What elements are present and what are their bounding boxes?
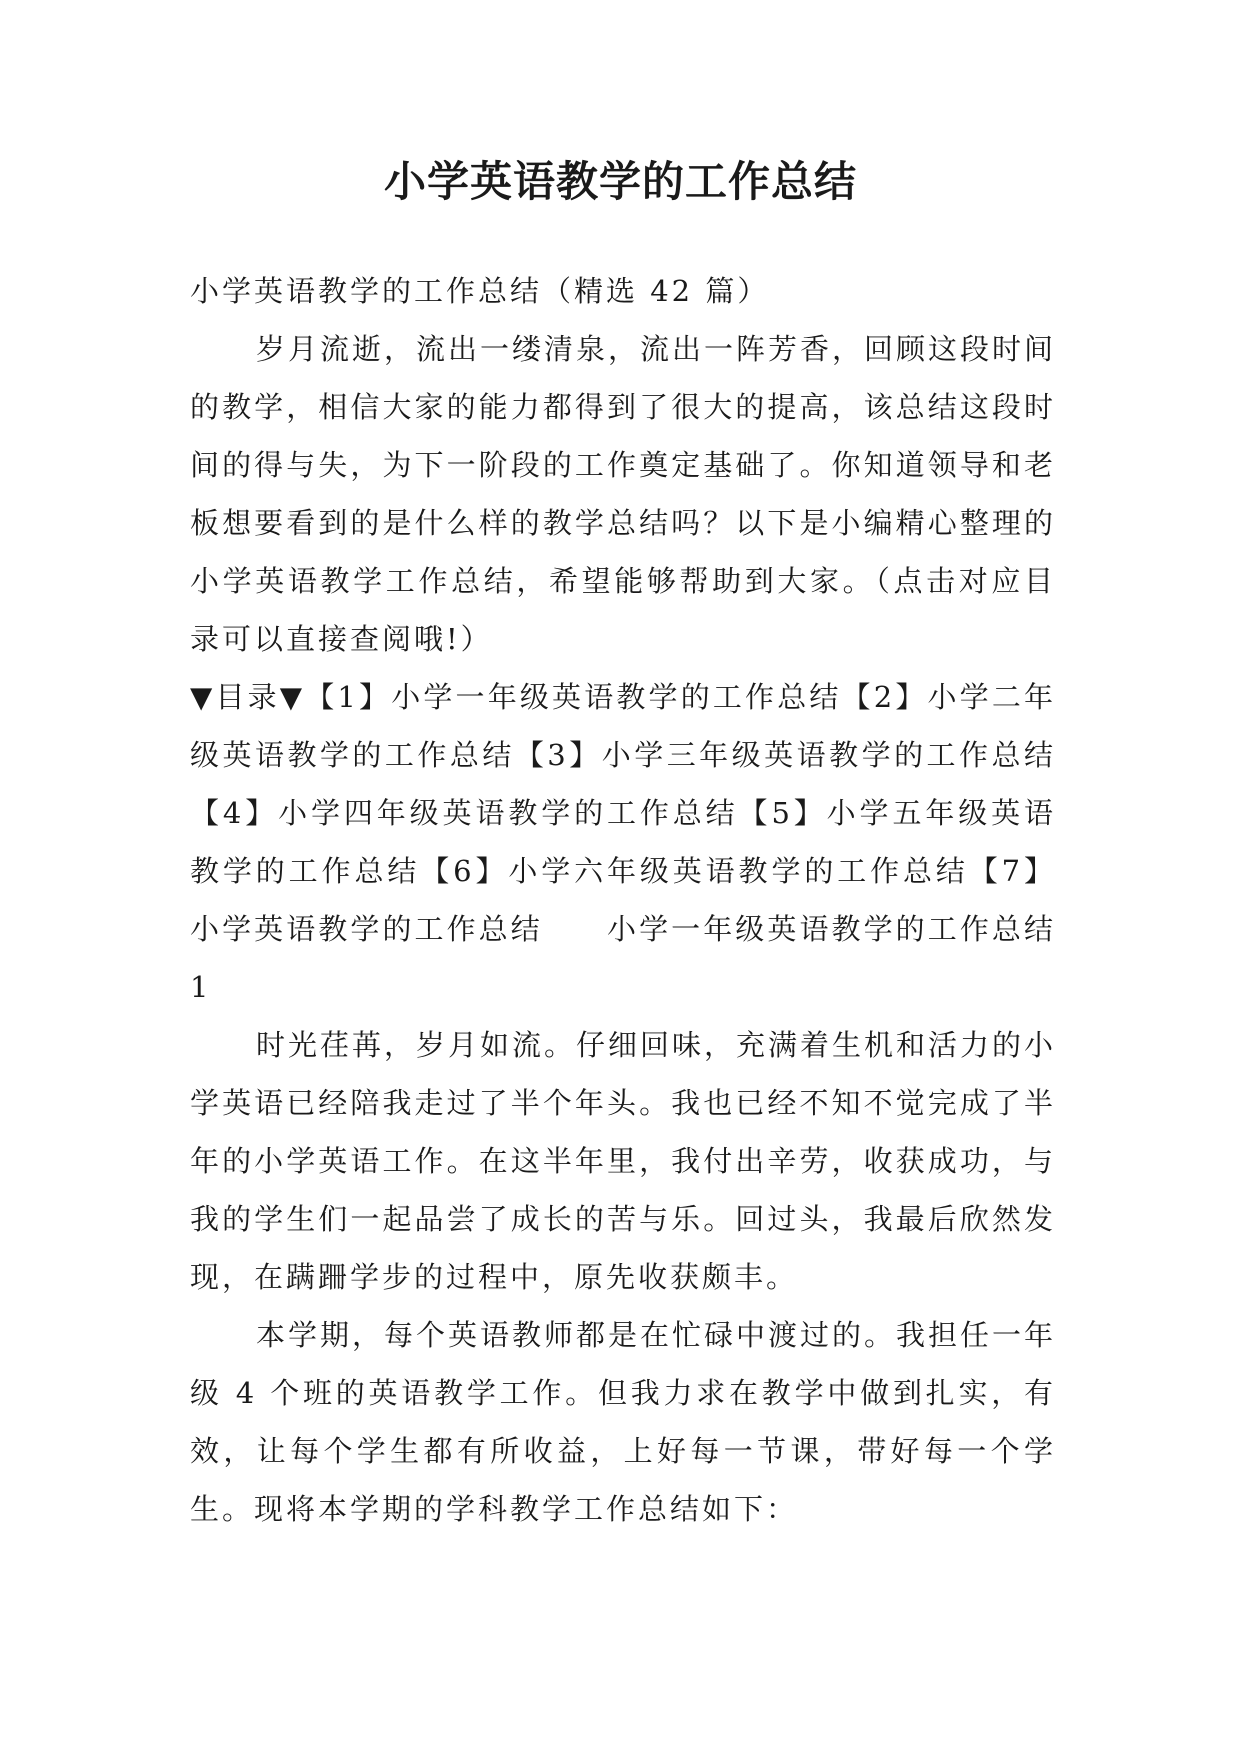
intro-paragraph: 岁月流逝，流出一缕清泉，流出一阵芳香，回顾这段时间的教学，相信大家的能力都得到了很大的提高，该总结这段时间的得与失，为下一阶段的工作奠定基础了。你知道领导和老板想要看到的是什么样的教学总结吗？以下是小编精心整理的小学英语教学工作总结，希望能够帮助到大家。（点击对应目录可以直接查阅哦!） — [190, 332, 1057, 656]
subtitle-line: 小学英语教学的工作总结（精选 42 篇） — [190, 274, 770, 308]
document-body — [190, 262, 1056, 1538]
body-paragraph-1: 时光荏苒，岁月如流。仔细回味，充满着生机和活力的小学英语已经陪我走过了半个年头。我也已经不知不觉完成了半年的小学英语工作。在这半年里，我付出辛劳，收获成功，与我的学生们一起品尝了成长的苦与乐。回过头，我最后欣然发现，在蹒跚学步的过程中，原先收获颇丰。 — [190, 1028, 1057, 1294]
table-of-contents: ▼目录▼【1】小学一年级英语教学的工作总结【2】小学二年级英语教学的工作总结【3】小学三年级英语教学的工作总结【4】小学四年级英语教学的工作总结【5】小学五年级英语教学的工作总结【6】小学六年级英语教学的工作总结【7】小学英语教学的工作总结 小学一年级英语教学的工作总结 1 — [190, 680, 1056, 1004]
document-title: 小学英语教学的工作总结 — [383, 157, 857, 206]
body-paragraph-2: 本学期，每个英语教师都是在忙碌中渡过的。我担任一年级 4 个班的英语教学工作。但我力求在教学中做到扎实，有效，让每个学生都有所收益，上好每一节课，带好每一个学生。现将本学期的学科教学工作总结如下： — [190, 1318, 1057, 1526]
